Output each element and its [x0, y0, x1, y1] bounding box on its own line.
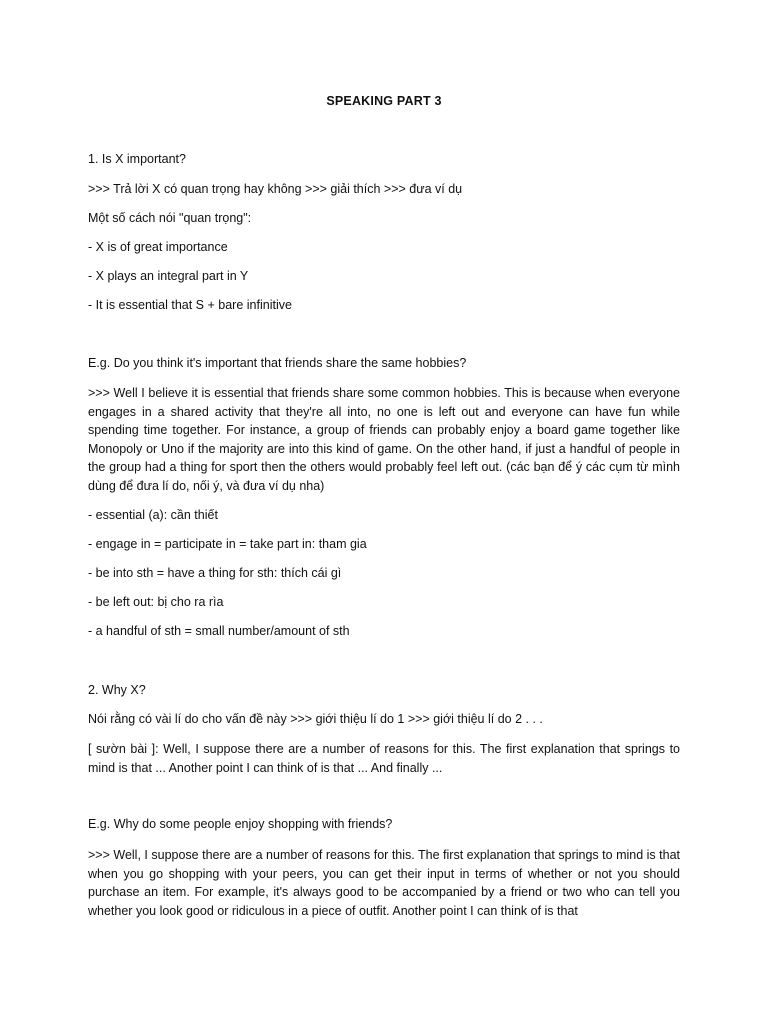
vocab-item: - engage in = participate in = take part in: tham gia: [88, 537, 367, 551]
outline-paragraph: [ sườn bài ]: Well, I suppose there are a number of reasons for this. The first explanation that springs to mind is that ... Another point I can think of is that ... And finally ...: [88, 742, 680, 775]
vocab-item: - be into sth = have a thing for sth: thích cái gì: [88, 566, 342, 580]
vocab-item: - a handful of sth = small number/amount of sth: [88, 624, 350, 638]
list-item: - X plays an integral part in Y: [88, 269, 249, 283]
instruction-line: Nói rằng có vài lí do cho vấn đề này >>> giới thiệu lí do 1 >>> giới thiệu lí do 2 . . .: [88, 712, 543, 726]
example-answer: >>> Well, I suppose there are a number of reasons for this. The first explanation that springs to mind is that when you go shopping with your peers, you can get their input in terms of whether or not you should purchase an item. For example, it's always good to be accompanied by a friend or two who can tell you whether you look good or ridiculous in a piece of outfit. Another point I can think of is that: [88, 848, 680, 918]
vocab-item: - be left out: bị cho ra rìa: [88, 595, 224, 609]
page-title: SPEAKING PART 3: [326, 94, 442, 108]
example-question: E.g. Do you think it's important that friends share the same hobbies?: [88, 356, 467, 370]
vocab-item: - essential (a): cần thiết: [88, 508, 218, 522]
section-heading: 1. Is X important?: [88, 152, 186, 166]
list-item: - X is of great importance: [88, 240, 228, 254]
list-item: - It is essential that S + bare infinitive: [88, 298, 292, 312]
example-answer: >>> Well I believe it is essential that friends share some common hobbies. This is because when everyone engages in a shared activity that they're all into, no one is left out and everyone can have fun while spending time together. For instance, a group of friends can probably enjoy a board game together like Monopoly or Uno if the majority are into this kind of game. On the other hand, if just a handful of people in the group had a thing for sport then the others would probably feel left out. (các bạn để ý các cụm từ mình dùng để đưa lí do, nối ý, và đưa ví dụ nha): [88, 386, 680, 493]
subheading: Một số cách nói "quan trọng":: [88, 211, 252, 225]
example-question: E.g. Why do some people enjoy shopping with friends?: [88, 817, 393, 831]
instruction-line: >>> Trả lời X có quan trọng hay không >>> giải thích >>> đưa ví dụ: [88, 182, 463, 196]
section-heading: 2. Why X?: [88, 683, 146, 697]
